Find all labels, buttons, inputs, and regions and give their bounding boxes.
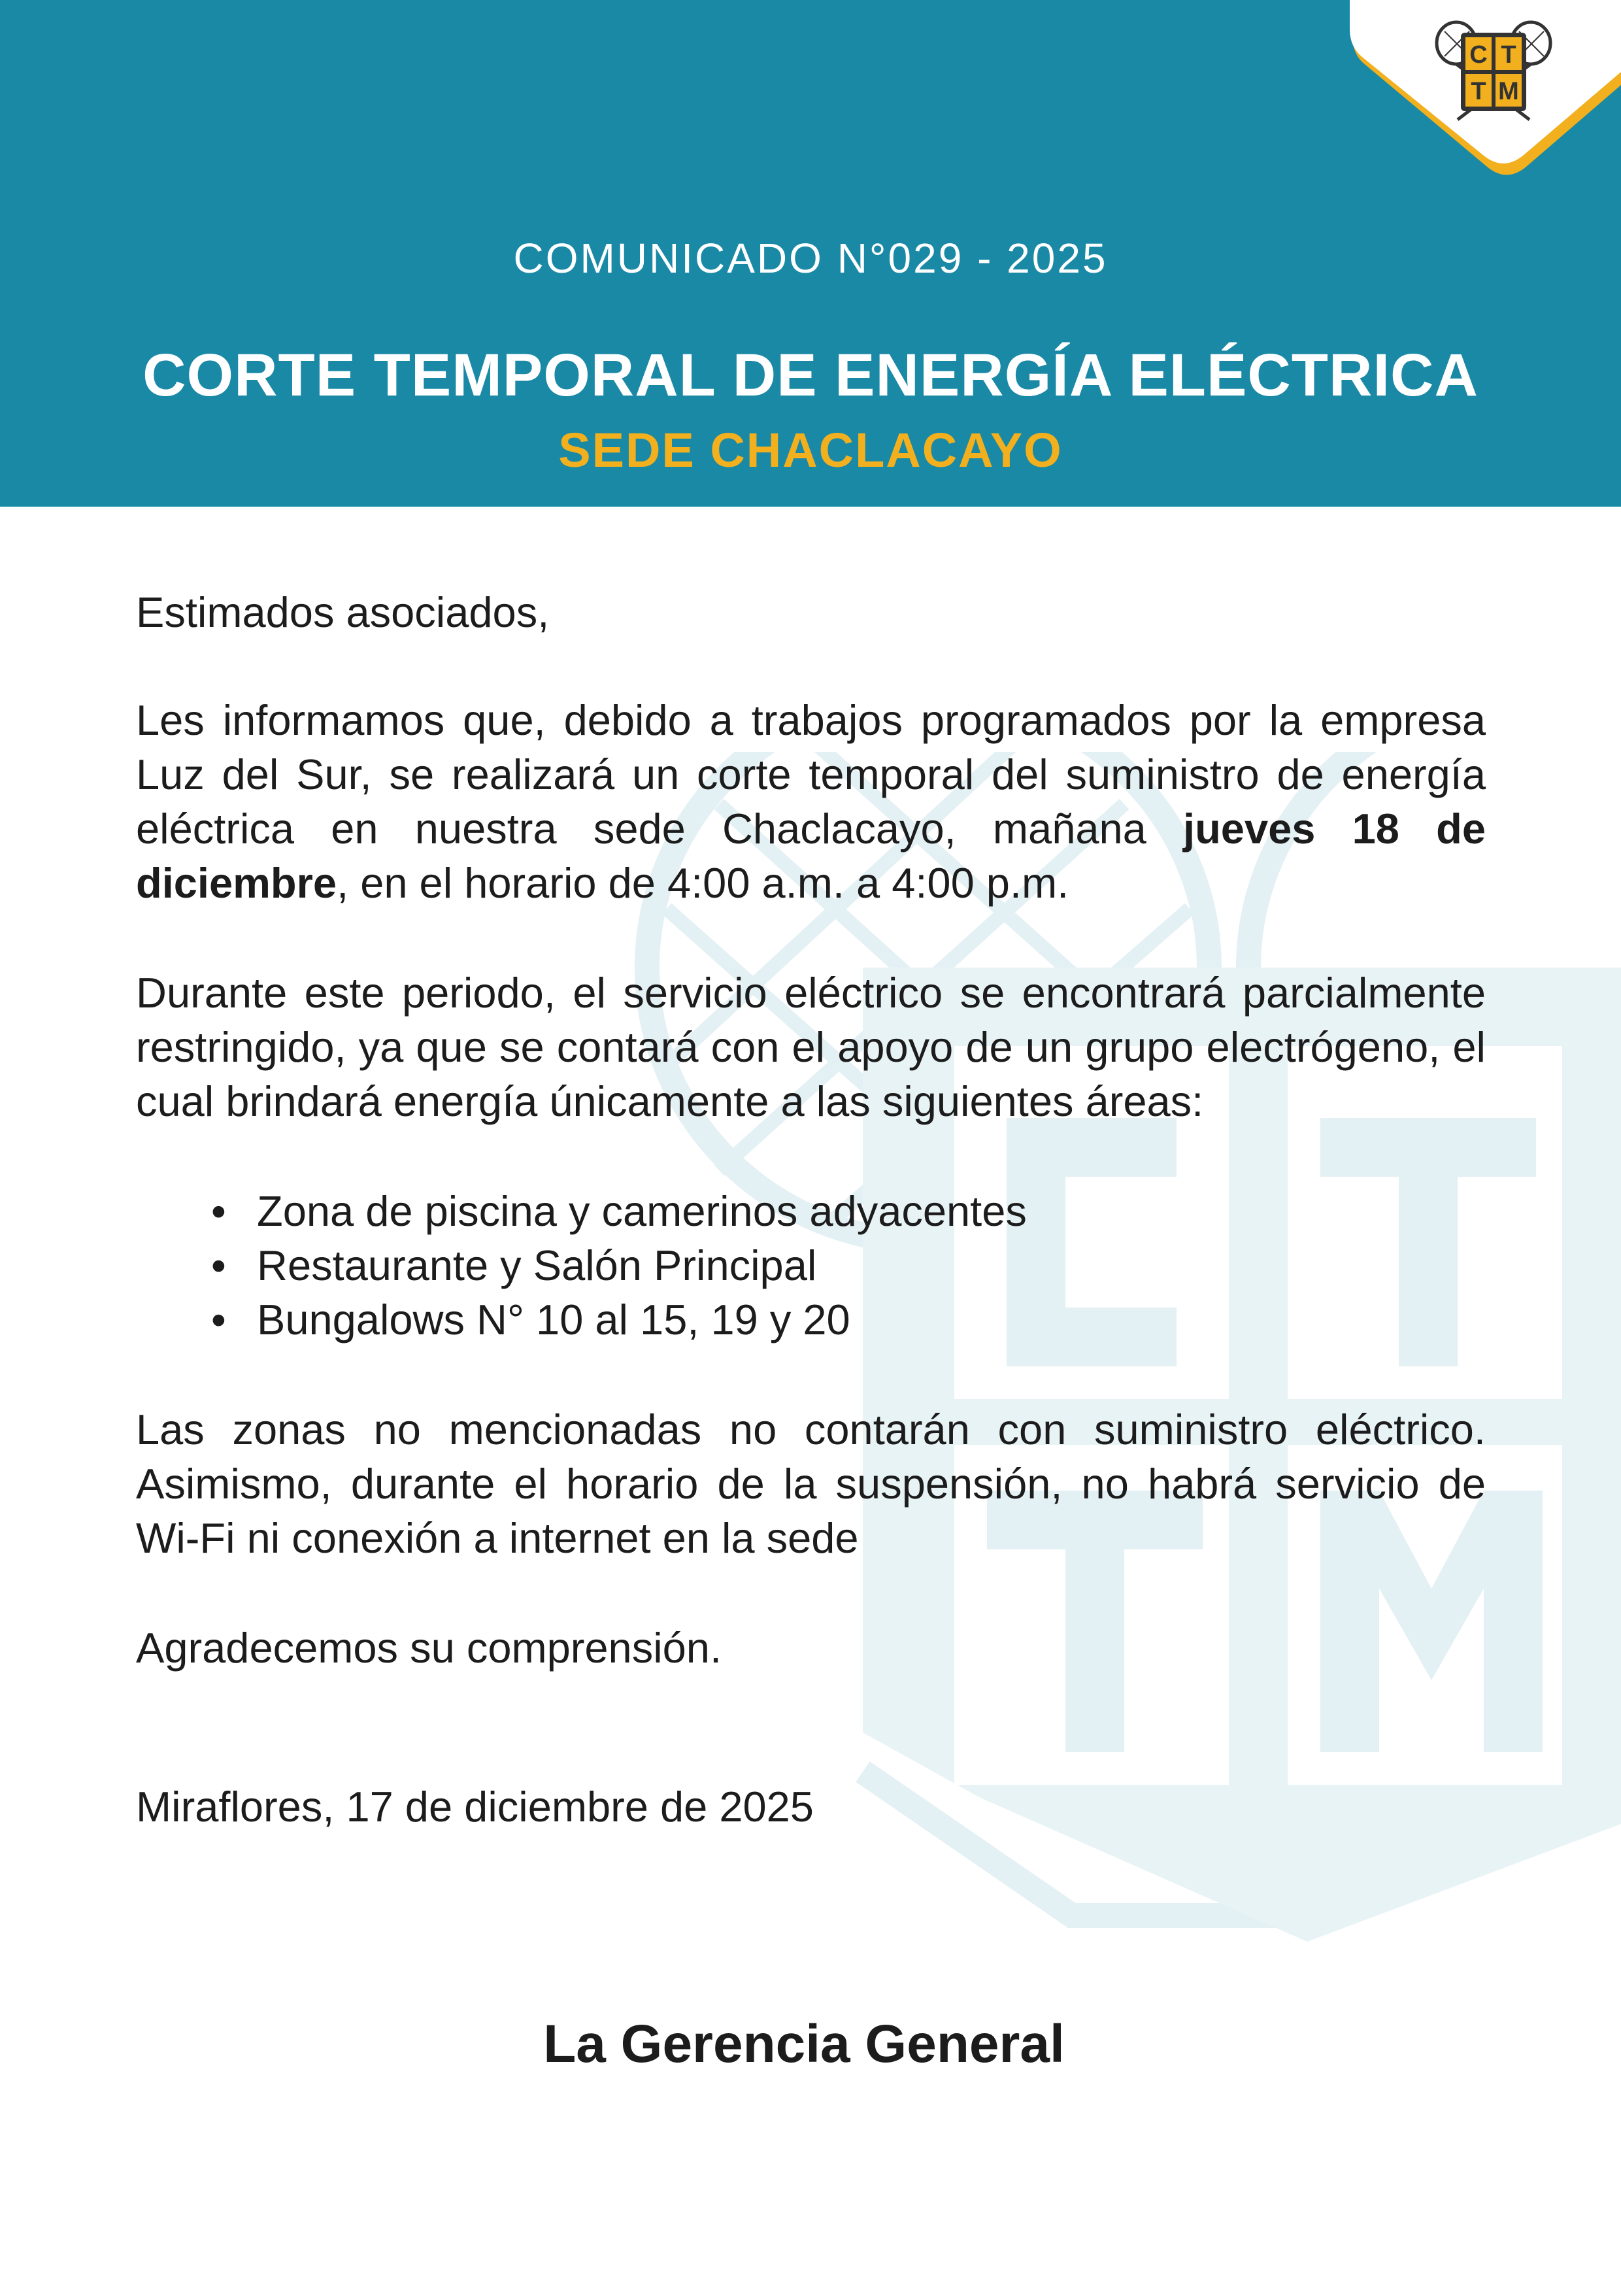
- club-logo: [1431, 18, 1556, 124]
- signature: La Gerencia General: [543, 2014, 1065, 2074]
- paragraph-service: Durante este periodo, el servicio eléctrico se encontrará parcialmente restringido, ya que se contará con el apoyo de un grupo electrógeno, el cual brindará energía únicamente a las siguientes áreas:: [136, 969, 1486, 1125]
- comunicado-number: COMUNICADO N°029 - 2025: [513, 235, 1108, 282]
- area-label: Bungalows N° 10 al 15, 19 y 20: [257, 1296, 850, 1343]
- thanks-line: Agradecemos su comprensión.: [136, 1624, 722, 1672]
- notice-text: Les informamos que, debido a trabajos programados por la empresa Luz del Sur, se realizará un corte temporal del suministro de energía eléctrica en nuestra sede Chaclacayo, mañana: [136, 696, 1486, 853]
- logo-letter: C: [1469, 41, 1488, 69]
- paragraph-notice: [136, 693, 1486, 910]
- bullet-icon: •: [211, 1241, 226, 1289]
- list-item: [211, 1184, 1486, 1238]
- logo-letter: M: [1498, 78, 1519, 105]
- area-label: Restaurante y Salón Principal: [257, 1241, 817, 1289]
- notice-date: jueves 18 de diciembre: [136, 805, 1486, 907]
- notice-text-end: , en el horario de 4:00 a.m. a 4:00 p.m.: [337, 859, 1069, 907]
- logo-letter: T: [1471, 78, 1486, 105]
- place-date: Miraflores, 17 de diciembre de 2025: [136, 1783, 814, 1831]
- greeting: Estimados asociados,: [136, 588, 550, 636]
- bullet-icon: •: [211, 1296, 226, 1343]
- page-title: CORTE TEMPORAL DE ENERGÍA ELÉCTRICA: [142, 342, 1479, 409]
- area-label: Zona de piscina y camerinos adyacentes: [257, 1187, 1027, 1235]
- paragraph-no-service: Las zonas no mencionadas no contarán con suministro eléctrico. Asimismo, durante el horario de la suspensión, no habrá servicio de Wi-Fi ni conexión a internet en la sede: [136, 1406, 1486, 1562]
- list-item: [211, 1292, 1486, 1347]
- bullet-icon: •: [211, 1187, 226, 1235]
- list-item: [211, 1238, 1486, 1292]
- letter-body: [136, 585, 1486, 1834]
- logo-letter: T: [1501, 41, 1516, 69]
- page-subtitle: SEDE CHACLACAYO: [558, 423, 1063, 477]
- corner-decoration: [0, 0, 1621, 196]
- areas-list: [136, 1184, 1486, 1347]
